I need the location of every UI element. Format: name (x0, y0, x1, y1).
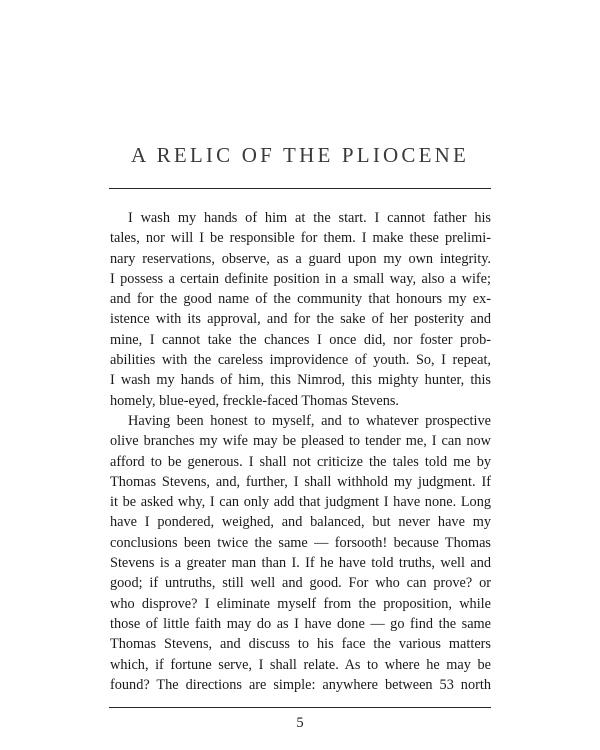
text-line: those of little faith may do as I have done — go find the same (110, 615, 491, 632)
text-line: I wash my hands of him at the start. I cannot father his (128, 210, 491, 226)
text-line: Thomas Stevens, and discuss to his face the various matters (110, 636, 491, 653)
text-line: olive branches my wife may be pleased to tender me, I can now (110, 433, 491, 450)
text-line: Stevens is a greater man than I. If he have told truths, well and (110, 555, 491, 572)
text-line: it be asked why, I can only add that judgment I have none. Long (110, 494, 491, 511)
text-line: istence with its approval, and for the sake of her posterity and (110, 311, 491, 328)
page-number: 5 (296, 715, 304, 731)
text-line: homely, blue-eyed, freckle-faced Thomas Stevens. (110, 392, 400, 409)
text-line: good; if untruths, still well and good. For who can prove? or (110, 575, 491, 592)
paragraph-2 (110, 411, 491, 695)
text-line: mine, I cannot take the chances I once did, nor foster prob- (110, 331, 491, 348)
text-line: have I pondered, weighed, and balanced, but never have my (110, 514, 491, 531)
text-line: I wash my hands of him, this Nimrod, this mighty hunter, this (110, 372, 491, 389)
text-line: afford to be generous. I shall not criticize the tales told me by (110, 453, 491, 470)
text-line: tales, nor will I be responsible for them. I make these prelimi- (110, 230, 491, 247)
title-rule (109, 188, 491, 189)
text-line: found? The directions are simple: anywhere between 53 north (110, 676, 491, 693)
chapter-title: A RELIC OF THE PLIOCENE (130, 143, 470, 167)
text-line: Thomas Stevens, and, further, I shall withhold my judgment. If (110, 473, 491, 490)
text-line: which, if fortune serve, I shall relate. As to where he may be (110, 656, 491, 673)
text-line: I possess a certain definite position in a small way, also a wife; (110, 270, 491, 287)
text-line: and for the good name of the community that honours my ex- (110, 291, 491, 308)
text-line: conclusions been twice the same — forsooth! because Thomas (110, 534, 491, 551)
text-line: who disprove? I eliminate myself from the proposition, while (110, 595, 491, 612)
paragraph-1 (110, 208, 491, 411)
text-line: Having been honest to myself, and to whatever prospective (128, 412, 491, 429)
body-text (110, 208, 491, 695)
footer-rule (109, 707, 491, 708)
text-line: abilities with the careless improvidence of youth. So, I repeat, (110, 352, 491, 369)
text-line: nary reservations, observe, as a guard upon my own integrity. (110, 250, 491, 267)
